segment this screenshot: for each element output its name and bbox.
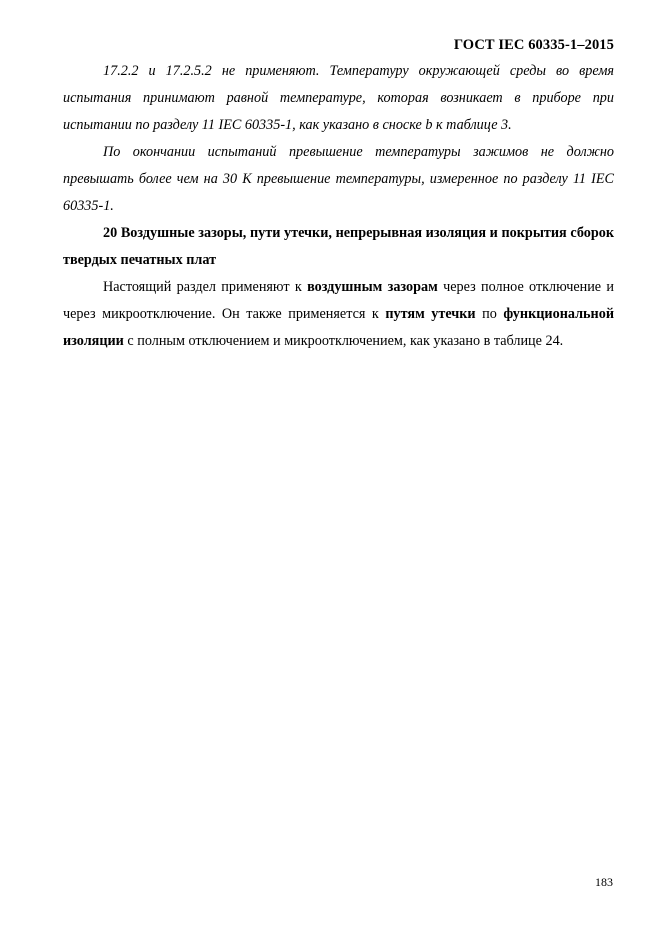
page-body <box>63 58 614 355</box>
paragraph-terminal-temperature: По окончании испытаний превышение температуры зажимов не должно превышать более чем на 30 К превышение температуры, измеренное по разделу 11 IEC 60335-1. <box>63 144 614 214</box>
term-creepage-distances: путям утечки <box>385 306 476 322</box>
paragraph-17-2-2: 17.2.2 и 17.2.5.2 не применяют. Температуру окружающей среды во время испытания принимают равной температуре, которая возникает в приборе при испытании по разделу 11 IEC 60335-1, как указано в сноске b к таблице 3. <box>63 63 614 133</box>
term-functional-insulation: функциональной изоляции <box>63 306 614 349</box>
section-20-text-2: через полное отключение и через микроотключение. Он также применяется к <box>63 279 615 322</box>
document-header: ГОСТ IEC 60335-1–2015 <box>453 37 614 53</box>
section-20-text-1: Настоящий раздел применяют к <box>103 279 308 295</box>
section-20-heading: 20 Воздушные зазоры, пути утечки, непрерывная изоляция и покрытия сборок твердых печатных плат <box>63 225 614 268</box>
page-number: 183 <box>595 875 613 889</box>
section-20-text-3: по <box>475 306 504 322</box>
term-clearances: воздушным зазорам <box>307 279 438 295</box>
section-20-text-4: с полным отключением и микроотключением, как указано в таблице 24. <box>123 333 564 349</box>
section-20-paragraph <box>63 274 614 355</box>
